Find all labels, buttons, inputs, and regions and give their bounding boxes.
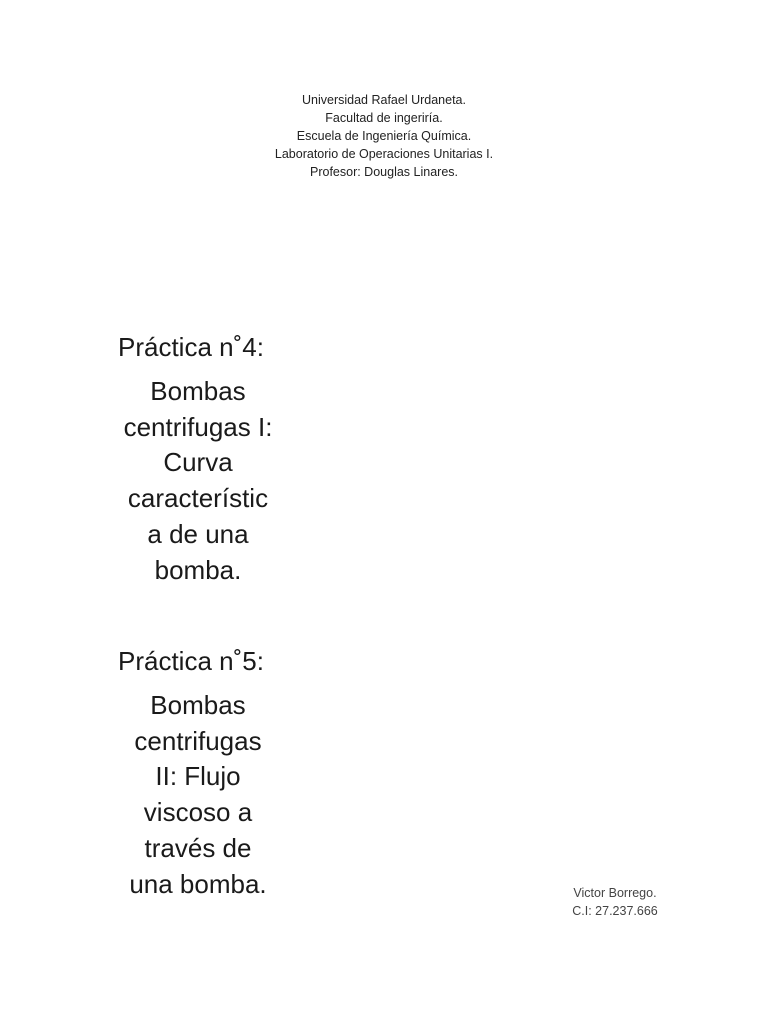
laboratory-line: Laboratorio de Operaciones Unitarias I. (274, 147, 494, 161)
school-line: Escuela de Ingeniería Química. (296, 129, 472, 143)
university-line: Universidad Rafael Urdaneta. (302, 93, 466, 107)
author-name: Victor Borrego. (573, 886, 657, 900)
practica-4-line: característic (127, 483, 269, 514)
practica-5-line: una bomba. (129, 868, 267, 899)
practica-4-title: Práctica n˚4: (118, 332, 264, 362)
practica-4-description (110, 374, 286, 588)
practica-4-line: centrifugas I: (123, 411, 273, 442)
practica-5-line: viscoso a (143, 797, 253, 828)
practica-5-line: centrifugas (134, 725, 262, 756)
author-id-number: C.I: 27.237.666 (572, 904, 658, 918)
practica-5-line: través de (144, 832, 252, 863)
practica-5-line: Bombas (150, 690, 246, 720)
practica-4-line: a de una (147, 518, 249, 549)
institution-header (0, 91, 768, 181)
faculty-line: Facultad de ingeriría. (325, 111, 443, 125)
practica-5-description (110, 688, 286, 902)
practica-5-line: II: Flujo (155, 761, 241, 792)
practica-4-line: bomba. (154, 554, 242, 585)
author-block (540, 884, 690, 920)
practica-5-title: Práctica n˚5: (118, 646, 264, 676)
practica-4-line: Bombas (150, 376, 246, 406)
professor-line: Profesor: Douglas Linares. (310, 165, 458, 179)
practica-4-line: Curva (163, 447, 233, 478)
